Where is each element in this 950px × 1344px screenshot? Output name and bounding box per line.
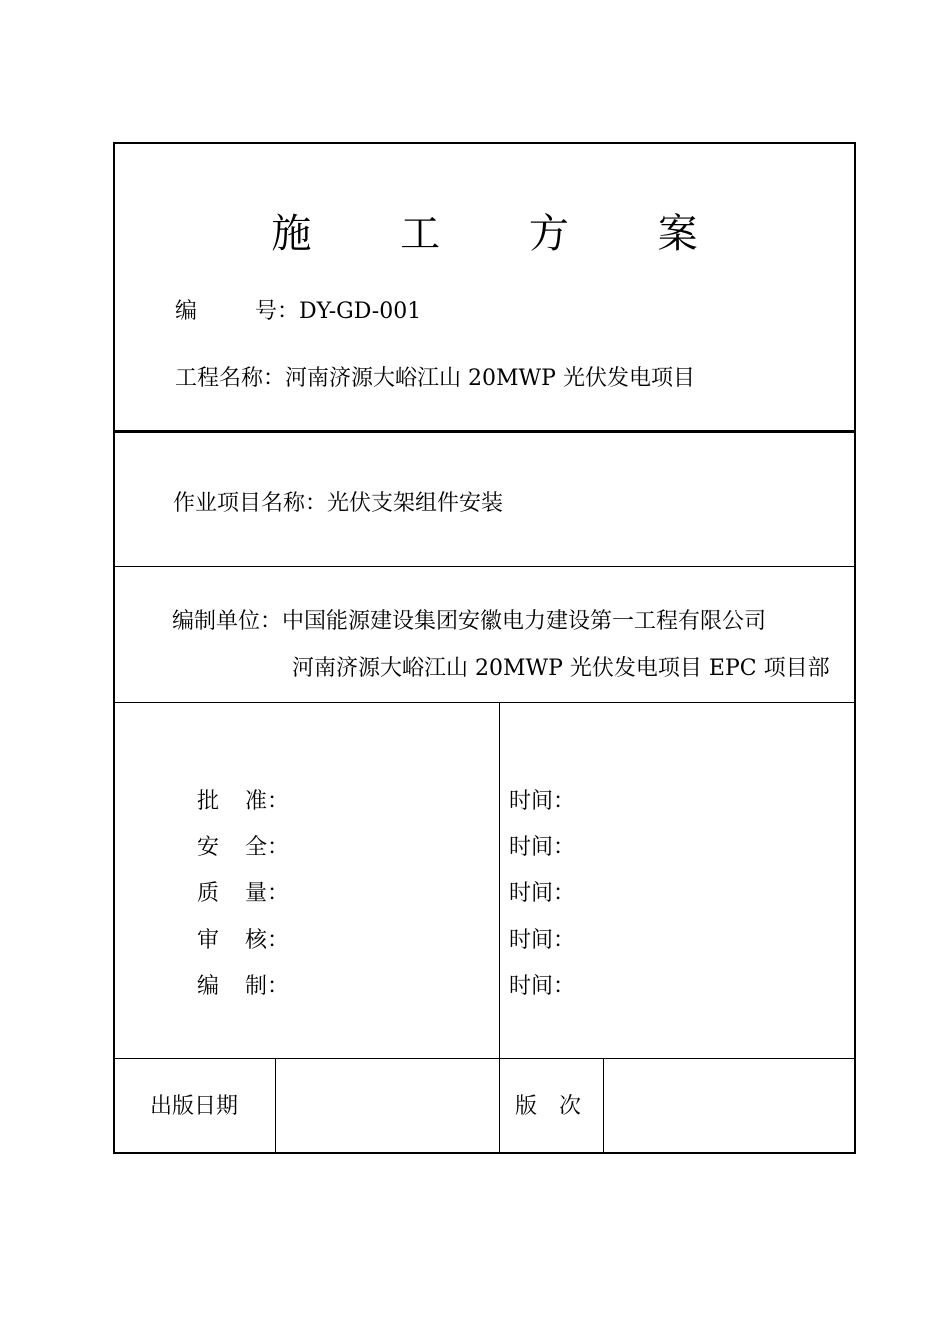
unit-section (115, 567, 854, 703)
project-label: 工程名称： (175, 366, 286, 391)
footer-section (115, 1059, 854, 1154)
header-section (115, 144, 854, 433)
unit-label: 编制单位： (172, 609, 283, 634)
time-label-safety: 时间： (509, 835, 576, 860)
signature-names (115, 703, 500, 1058)
version-label: 版 次 (515, 1094, 582, 1119)
time-label-approve: 时间： (509, 789, 576, 814)
construction-plan-form (113, 142, 856, 1154)
signature-times (500, 703, 854, 1058)
project-row (175, 361, 695, 392)
signature-quality: 质 量： (197, 881, 290, 906)
signature-safety: 安 全： (197, 835, 290, 860)
code-row (175, 294, 421, 325)
activity-label: 作业项目名称： (173, 491, 328, 516)
code-label: 编 号： (175, 299, 300, 324)
signature-review: 审 核： (197, 928, 290, 953)
signature-section (115, 703, 854, 1059)
activity-row (173, 486, 503, 517)
activity-section (115, 433, 854, 567)
code-value: DY-GD-001 (299, 299, 422, 324)
time-label-compile: 时间： (509, 974, 576, 999)
activity-value: 光伏支架组件安装 (327, 491, 504, 516)
signature-approve: 批 准： (197, 789, 290, 814)
time-label-review: 时间： (509, 928, 576, 953)
unit-row (172, 604, 766, 635)
document-title: 施 工 方 案 (271, 211, 736, 257)
project-value: 河南济源大峪江山 20MWP 光伏发电项目 (285, 366, 695, 391)
time-label-quality: 时间： (509, 881, 576, 906)
unit-line-1: 中国能源建设集团安徽电力建设第一工程有限公司 (282, 609, 767, 634)
unit-line-2: 河南济源大峪江山 20MWP 光伏发电项目 EPC 项目部 (292, 656, 830, 681)
signature-compile: 编 制： (197, 974, 290, 999)
publish-date-label: 出版日期 (150, 1094, 239, 1119)
